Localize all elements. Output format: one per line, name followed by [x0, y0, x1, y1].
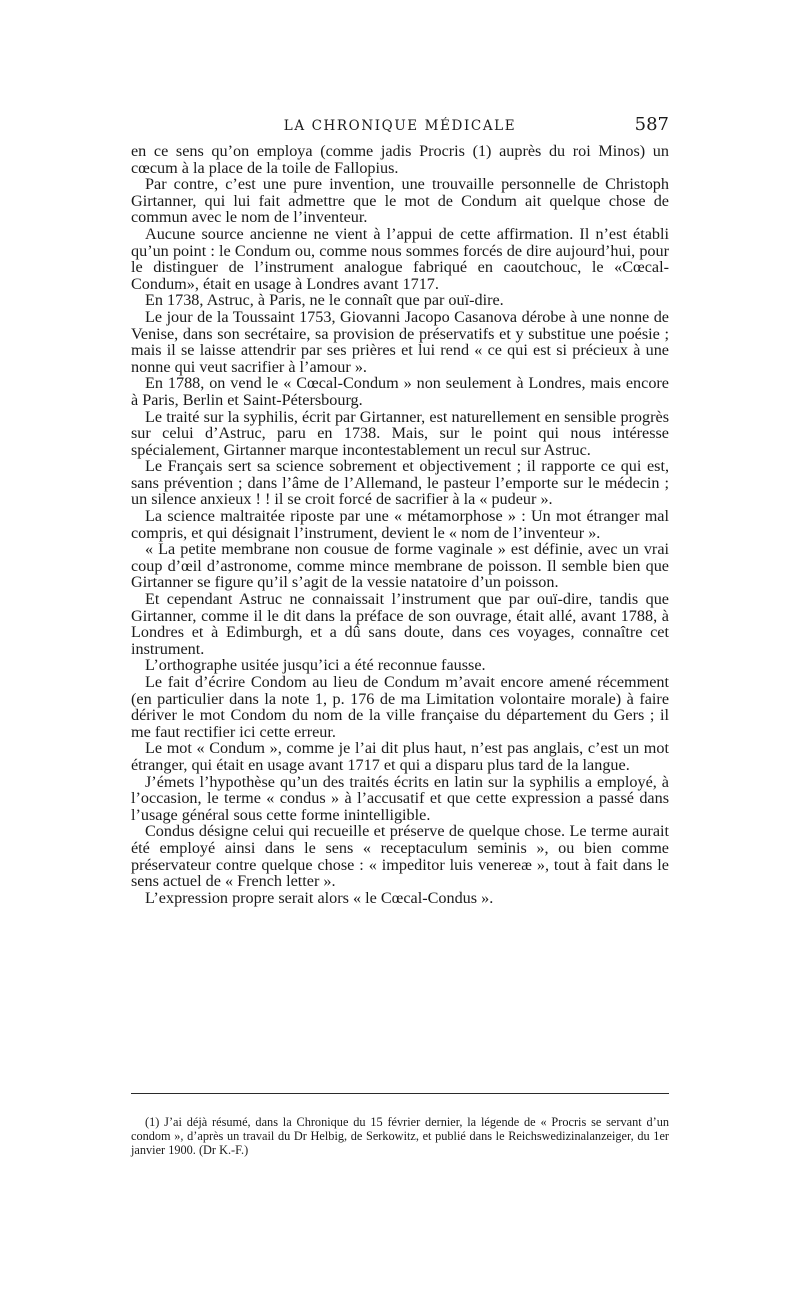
page-number: 587	[634, 114, 669, 135]
paragraph: La science maltraitée riposte par une « métamorphose » : Un mot étranger mal compris, et qui désignait l’instrument, devient le « nom de l’inventeur ».	[131, 507, 669, 542]
paragraph: Et cependant Astruc ne connaissait l’instrument que par ouï-dire, tandis que Girtanner, comme il le dit dans la préface de son ouvrage, était allé, avant 1788, à Londres et à Edimburgh, et a dû sans doute, dans ces voyages, connaître cet instrument.	[131, 590, 669, 658]
page-header	[131, 116, 669, 138]
paragraph: Le mot « Condum », comme je l’ai dit plus haut, n’est pas anglais, c’est un mot étranger, qui était en usage avant 1717 et qui a disparu plus tard de la langue.	[131, 739, 669, 774]
paragraph: En 1738, Astruc, à Paris, ne le connaît que par ouï-dire.	[145, 291, 504, 310]
running-title: LA CHRONIQUE MÉDICALE	[283, 118, 517, 134]
paragraph: L’expression propre serait alors « le Cœcal-Condus ».	[145, 888, 494, 907]
footnote-text: (1) J’ai déjà résumé, dans la Chronique du 15 février dernier, la légende de « Procris se servant d’un condom », d’après un travail du Dr Helbig, de Serkowitz, et publié dans le Reichswedizinalanzeiger, du 1er janvier 1900. (Dr K.-F.)	[131, 1115, 669, 1157]
paragraph: en ce sens qu’on employa (comme jadis Procris (1) auprès du roi Minos) un cœcum à la place de la toile de Fallopius.	[131, 142, 669, 177]
paragraph: Condus désigne celui qui recueille et préserve de quelque chose. Le terme aurait été employé ainsi dans le sens « receptaculum seminis », ou bien comme préservateur contre quelque chose : « impeditor luis venereæ », tout à fait dans le sens actuel de « French letter ».	[131, 822, 669, 891]
paragraph: Par contre, c’est une pure invention, une trouvaille personnelle de Christoph Girtanner, qui lui fait admettre que le mot de Condum ait quelque chose de commun avec le nom de l’inventeur.	[131, 175, 669, 227]
paragraph: Le traité sur la syphilis, écrit par Girtanner, est naturellement en sensible progrès sur celui d’Astruc, paru en 1738. Mais, sur le point qui nous intéresse spécialement, Girtanner marque incontestablement un recul sur Astruc.	[131, 407, 669, 459]
footnote	[131, 1115, 669, 1157]
paragraph: J’émets l’hypothèse qu’un des traités écrits en latin sur la syphilis a employé, à l’occasion, le terme « condus » à l’accusatif et que cette expression a passé dans l’usage général sous cette forme inintelligible.	[131, 772, 669, 824]
paragraph: Le Français sert sa science sobrement et objectivement ; il rapporte ce qui est, sans prévention ; dans l’âme de l’Allemand, le pasteur l’emporte sur le médecin ; un silence anxieux ! ! il se croit forcé de sacrifier à la « pudeur ».	[131, 457, 669, 509]
footnote-divider	[131, 1093, 669, 1094]
paragraph: Le fait d’écrire Condom au lieu de Condum m’avait encore amené récemment (en particulier dans la note 1, p. 176 de ma Limitation volontaire morale) à faire dériver le mot Condom du nom de la ville française du département du Gers ; il me faut rectifier ici cette erreur.	[131, 673, 669, 741]
body-text	[131, 143, 669, 906]
paragraph: « La petite membrane non cousue de forme vaginale » est définie, avec un vrai coup d’œil d’astronome, comme mince membrane de poisson. Il semble bien que Girtanner se figure qu’il s’agit de la vessie natatoire d’un poisson.	[131, 540, 669, 592]
paragraph: En 1788, on vend le « Cœcal-Condum » non seulement à Londres, mais encore à Paris, Berlin et Saint-Pétersbourg.	[131, 374, 669, 409]
paragraph: Aucune source ancienne ne vient à l’appui de cette affirmation. Il n’est établi qu’un point : le Condum ou, comme nous sommes forcés de dire aujourd’hui, pour le distinguer de l’instrument analogue fabriqué en caoutchouc, le «Cœcal-Condum», était en usage à Londres avant 1717.	[131, 224, 669, 293]
paragraph: L’orthographe usitée jusqu’ici a été reconnue fausse.	[145, 656, 486, 675]
paragraph: Le jour de la Toussaint 1753, Giovanni Jacopo Casanova dérobe à une nonne de Venise, dans son secrétaire, sa provision de préservatifs et y substitue une poésie ; mais il se laisse attendrir par ses prières et lui rend « ce qui est si précieux à une nonne qui veut sacrifier à l’amour ».	[131, 307, 669, 376]
